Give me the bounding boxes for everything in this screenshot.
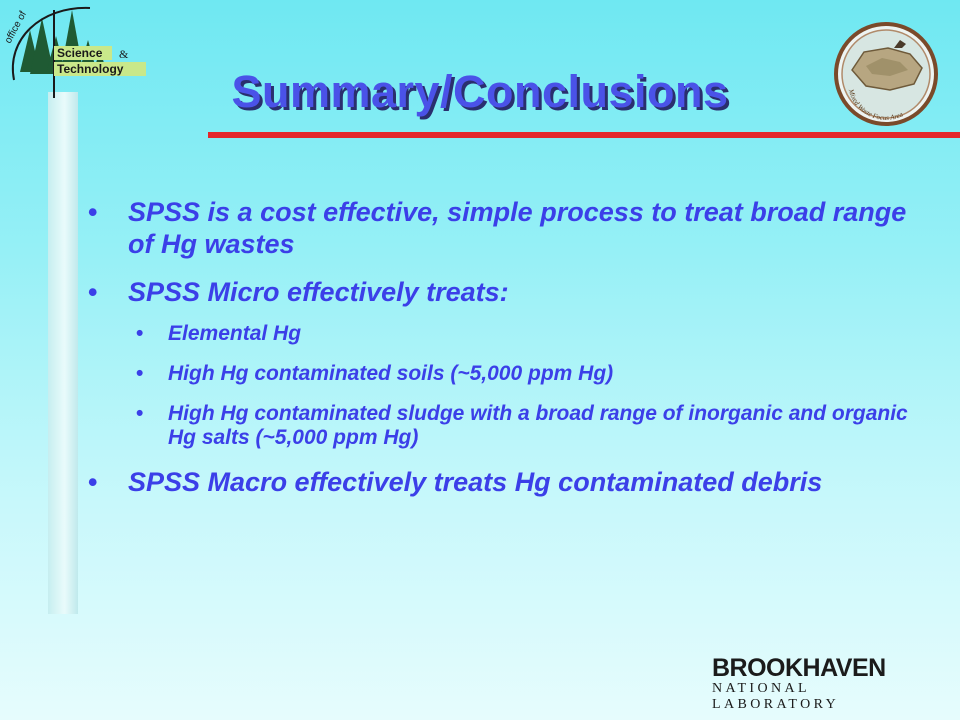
bullet-text: SPSS Micro effectively treats:	[128, 277, 509, 307]
bullet-text: SPSS Macro effectively treats Hg contaminated debris	[128, 467, 823, 497]
left-decorative-stripe	[48, 92, 78, 614]
ost-technology-text: Technology	[57, 62, 124, 76]
bullet-list	[88, 196, 918, 514]
ost-science-text: Science	[57, 46, 103, 60]
bullet-text: SPSS is a cost effective, simple process to treat broad range of Hg wastes	[128, 197, 907, 259]
sub-bullet-text: High Hg contaminated sludge with a broad range of inorganic and organic Hg salts (~5,000 ppm Hg)	[168, 402, 908, 449]
sub-bullet-text: Elemental Hg	[168, 322, 302, 345]
mwfa-ring-text: Mixed Waste Focus Area	[846, 88, 905, 123]
brookhaven-logo	[712, 654, 922, 712]
sub-bullet-item	[136, 362, 918, 386]
ost-amp-text: &	[119, 47, 129, 61]
sub-bullet-list	[128, 322, 918, 450]
brookhaven-subtitle: NATIONAL LABORATORY	[712, 681, 840, 712]
slide-title: Summary/Conclusions	[231, 66, 729, 117]
sub-bullet-item	[136, 402, 918, 450]
title-underline-rule	[208, 132, 960, 138]
sub-bullet-text: High Hg contaminated soils (~5,000 ppm Hg)	[168, 362, 614, 385]
ost-top-text: office of	[2, 9, 30, 46]
bullet-item	[88, 276, 918, 450]
bullet-item	[88, 196, 918, 260]
bullet-item	[88, 466, 918, 498]
sub-bullet-item	[136, 322, 918, 346]
brookhaven-name: BROOKHAVEN	[712, 654, 886, 682]
